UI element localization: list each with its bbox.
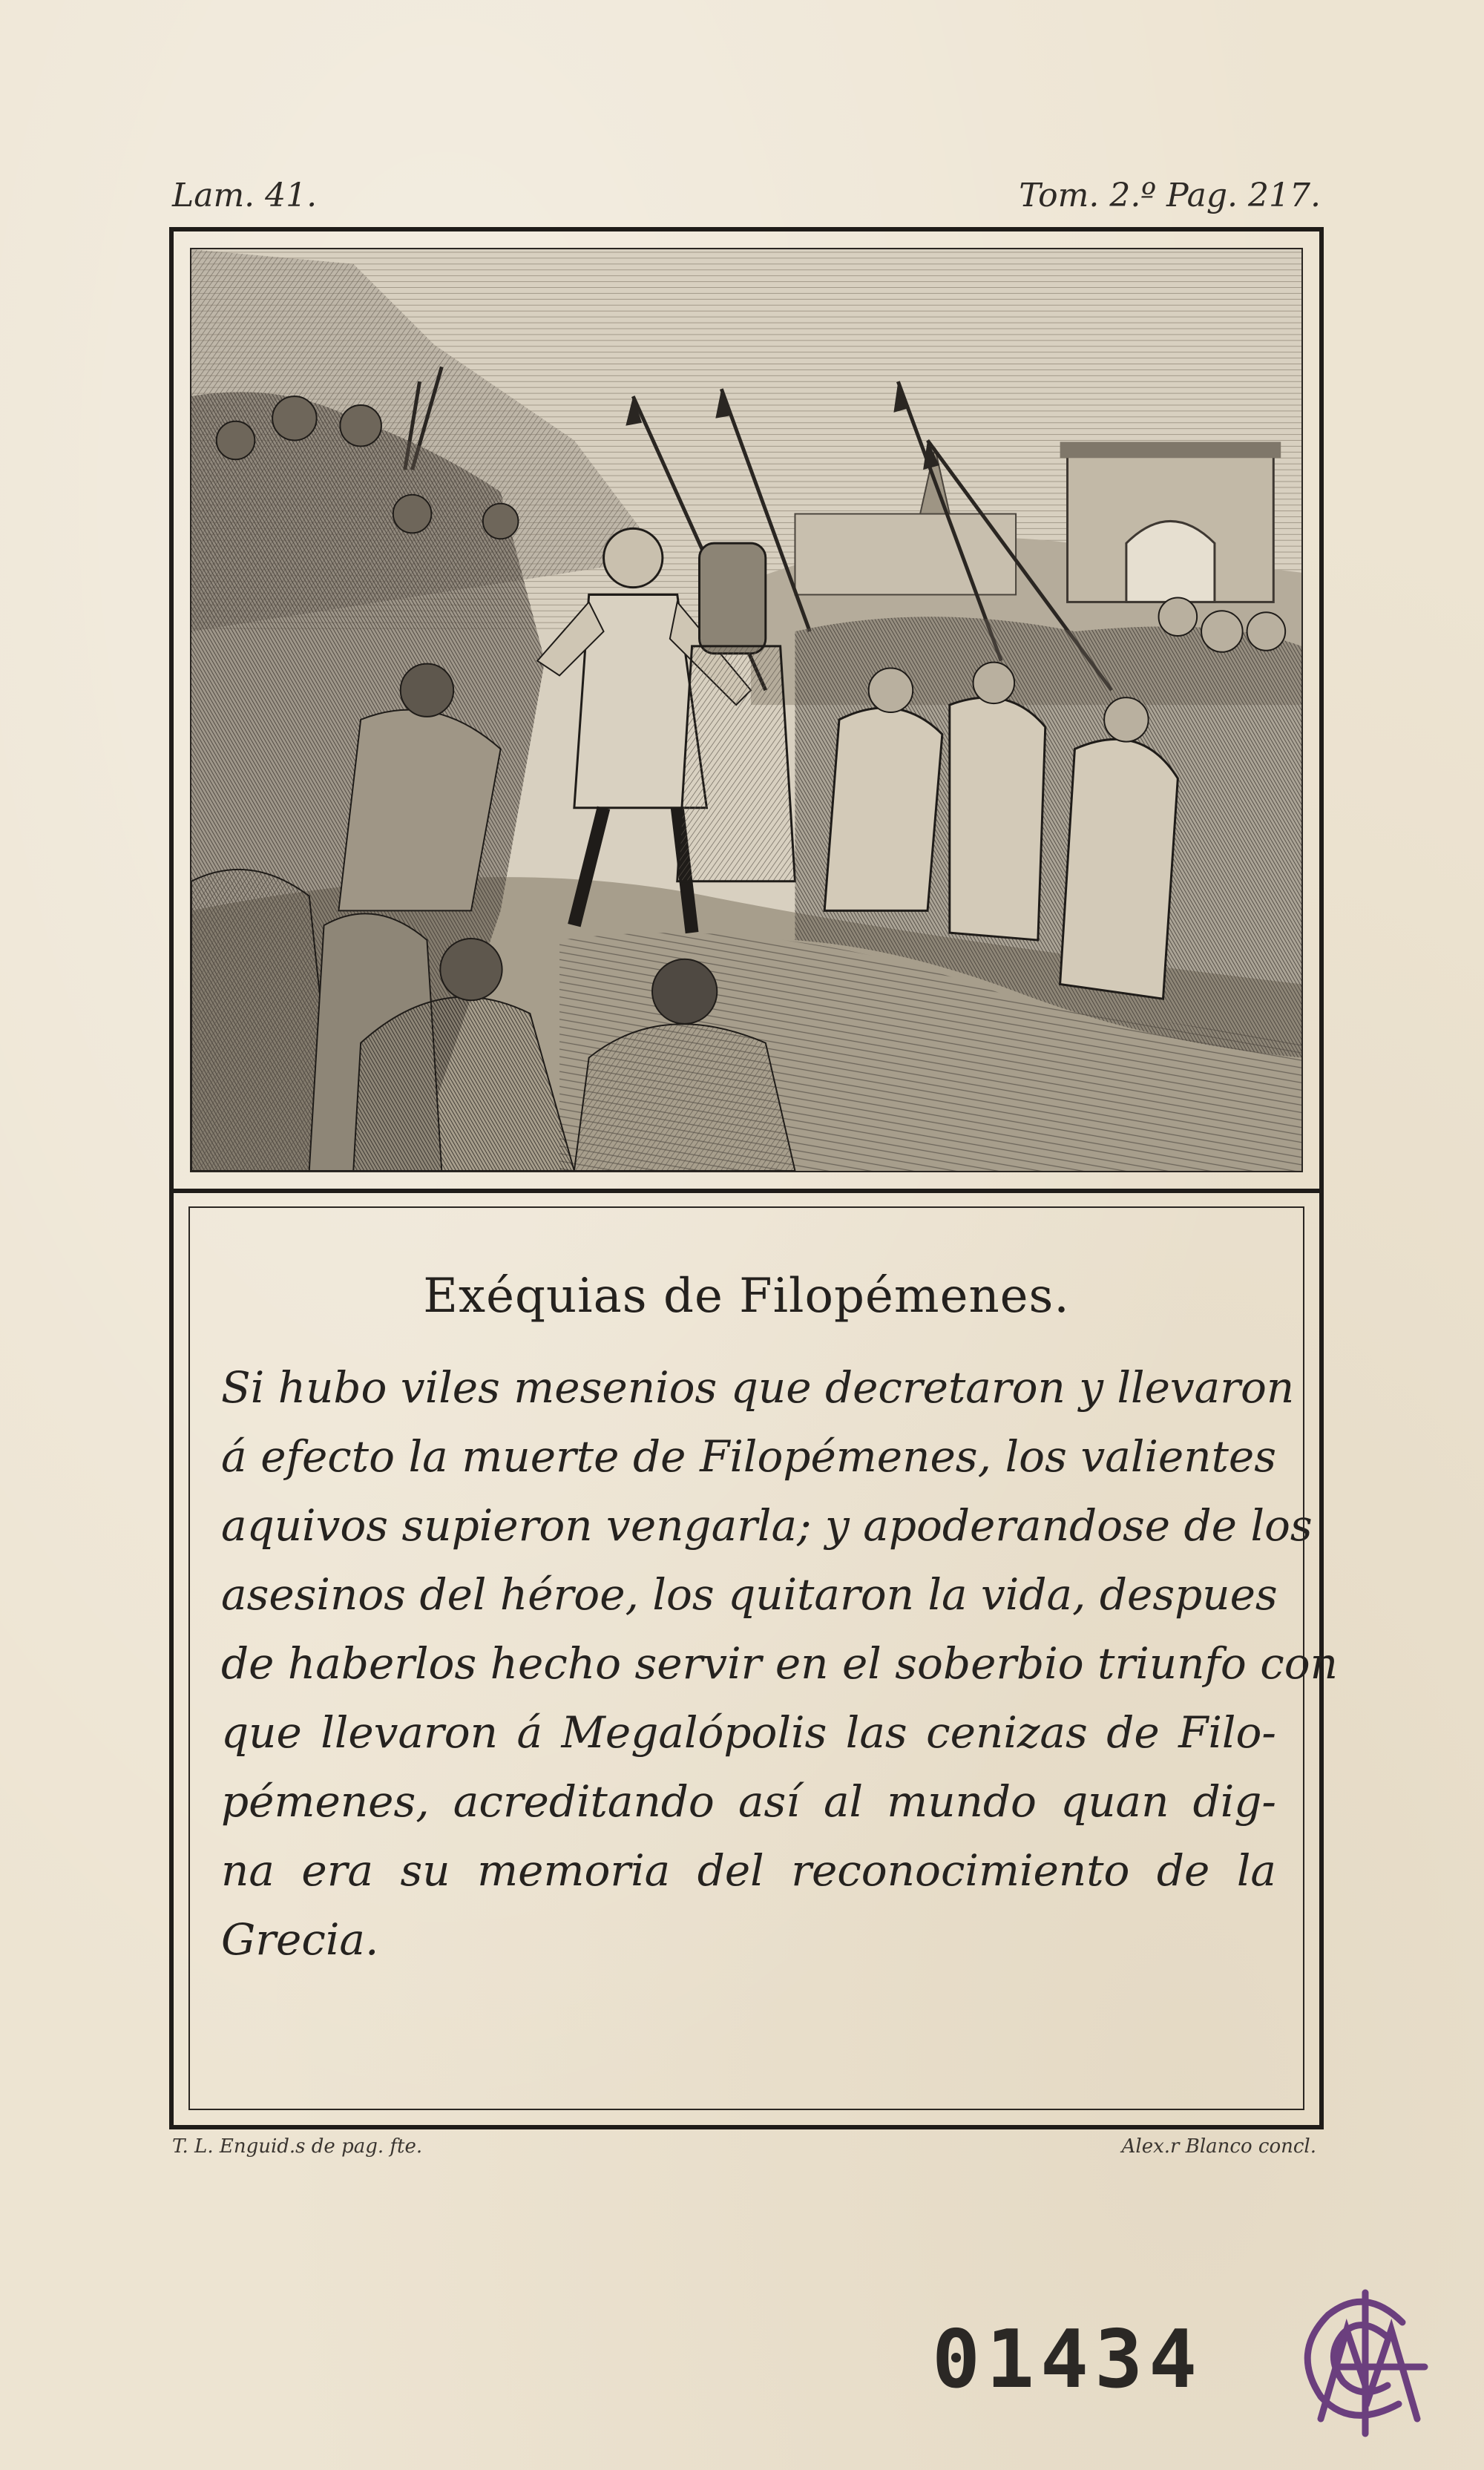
caption-text bbox=[221, 1353, 1339, 1974]
caption-line: aquivos supieron vengarla; y apoderandose de los bbox=[221, 1500, 1313, 1551]
caption-line: Grecia. bbox=[221, 1914, 379, 1965]
caption-line: na era su memoria del reconocimiento de la bbox=[221, 1845, 1276, 1896]
engraver-credit: Alex.r Blanco concl. bbox=[1121, 2135, 1316, 2158]
caption-line: á efecto la muerte de Filopémenes, los valientes bbox=[221, 1431, 1276, 1482]
caption-line: asesinos del héroe, los quitaron la vida, despues bbox=[221, 1569, 1278, 1620]
inventory-number: 01434 bbox=[932, 2313, 1204, 2406]
engraving-scene-illustration bbox=[191, 249, 1301, 1171]
caption-line: que llevaron á Megalópolis las cenizas de Filo- bbox=[221, 1707, 1276, 1758]
caption-panel bbox=[169, 1193, 1339, 2129]
caption-line: pémenes, acreditando así al mundo quan dig- bbox=[221, 1776, 1276, 1827]
library-monogram-stamp-icon bbox=[1276, 2270, 1454, 2448]
engraving-frame bbox=[169, 227, 1324, 1193]
caption-line: Si hubo viles mesenios que decretaron y llevaron bbox=[221, 1362, 1295, 1413]
engraving-image bbox=[190, 248, 1303, 1172]
caption-panel-inner-border bbox=[188, 1206, 1339, 2110]
draughtsman-credit: T. L. Enguid.s de pag. fte. bbox=[172, 2135, 423, 2158]
caption-line: de haberlos hecho servir en el soberbio triunfo con bbox=[221, 1638, 1339, 1689]
volume-page-label: Tom. 2.º Pag. 217. bbox=[1019, 177, 1321, 214]
plate-label: Lam. 41. bbox=[172, 177, 318, 214]
plate-title: Exéquias de Filopémenes. bbox=[423, 1269, 1070, 1324]
